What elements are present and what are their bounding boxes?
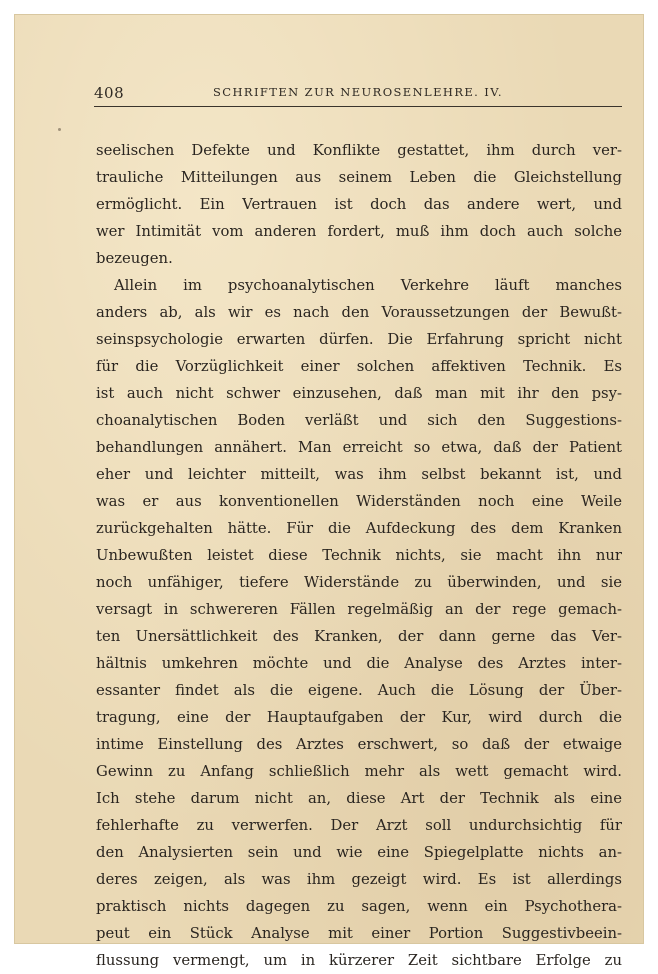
book-page [14,14,644,969]
text-line: praktisch nichts dagegen zu sagen, wenn ein Psychothera- [96,898,622,915]
text-line: den Analysierten sein und wie eine Spiegelplatte nichts an- [96,844,622,861]
text-line: fehlerhafte zu verwerfen. Der Arzt soll undurchsichtig für [96,817,622,834]
page-speck [58,128,61,131]
running-head-title: SCHRIFTEN ZUR NEUROSENLEHRE. IV. [213,85,503,99]
text-line: bezeugen. [96,250,173,267]
text-line: Unbewußten leistet diese Technik nichts, sie macht ihn nur [96,547,622,564]
text-line: choanalytischen Boden verläßt und sich den Suggestions- [96,412,622,429]
text-line: deres zeigen, als was ihm gezeigt wird. Es ist allerdings [96,871,622,888]
text-line: eher und leichter mitteilt, was ihm selbst bekannt ist, und [96,466,622,483]
text-line: seelischen Defekte und Konflikte gestattet, ihm durch ver- [96,142,622,159]
text-line: für die Vorzüglichkeit einer solchen affektiven Technik. Es [96,358,622,375]
text-line: seinspsychologie erwarten dürfen. Die Erfahrung spricht nicht [96,331,622,348]
text-line: essanter findet als die eigene. Auch die Lösung der Über- [96,682,622,699]
text-line: was er aus konventionellen Widerständen noch eine Weile [96,493,622,510]
text-line: flussung vermengt, um in kürzerer Zeit sichtbare Erfolge zu [96,952,622,969]
text-line: behandlungen annähert. Man erreicht so etwa, daß der Patient [96,439,622,456]
text-line: noch unfähiger, tiefere Widerstände zu überwinden, und sie [96,574,622,591]
page-number: 408 [94,84,125,102]
text-line: Gewinn zu Anfang schließlich mehr als wett gemacht wird. [96,763,622,780]
text-line: intime Einstellung des Arztes erschwert, so daß der etwaige [96,736,622,753]
running-head [94,84,622,107]
text-line: anders ab, als wir es nach den Voraussetzungen der Bewußt- [96,304,622,321]
text-line: Allein im psychoanalytischen Verkehre läuft manches [114,277,622,294]
text-line: wer Intimität vom anderen fordert, muß ihm doch auch solche [96,223,622,240]
text-line: tragung, eine der Hauptaufgaben der Kur, wird durch die [96,709,622,726]
text-line: trauliche Mitteilungen aus seinem Leben die Gleichstellung [96,169,622,186]
text-line: zurückgehalten hätte. Für die Aufdeckung des dem Kranken [96,520,622,537]
text-line: ist auch nicht schwer einzusehen, daß man mit ihr den psy- [96,385,622,402]
text-line: hältnis umkehren möchte und die Analyse des Arztes inter- [96,655,622,672]
text-line: Ich stehe darum nicht an, diese Art der Technik als eine [96,790,622,807]
body-text [96,137,622,974]
text-line: ten Unersättlichkeit des Kranken, der dann gerne das Ver- [96,628,622,645]
text-line: ermöglicht. Ein Vertrauen ist doch das andere wert, und [96,196,622,213]
text-line: versagt in schwereren Fällen regelmäßig an der rege gemach- [96,601,622,618]
text-line: peut ein Stück Analyse mit einer Portion Suggestivbeein- [96,925,622,942]
